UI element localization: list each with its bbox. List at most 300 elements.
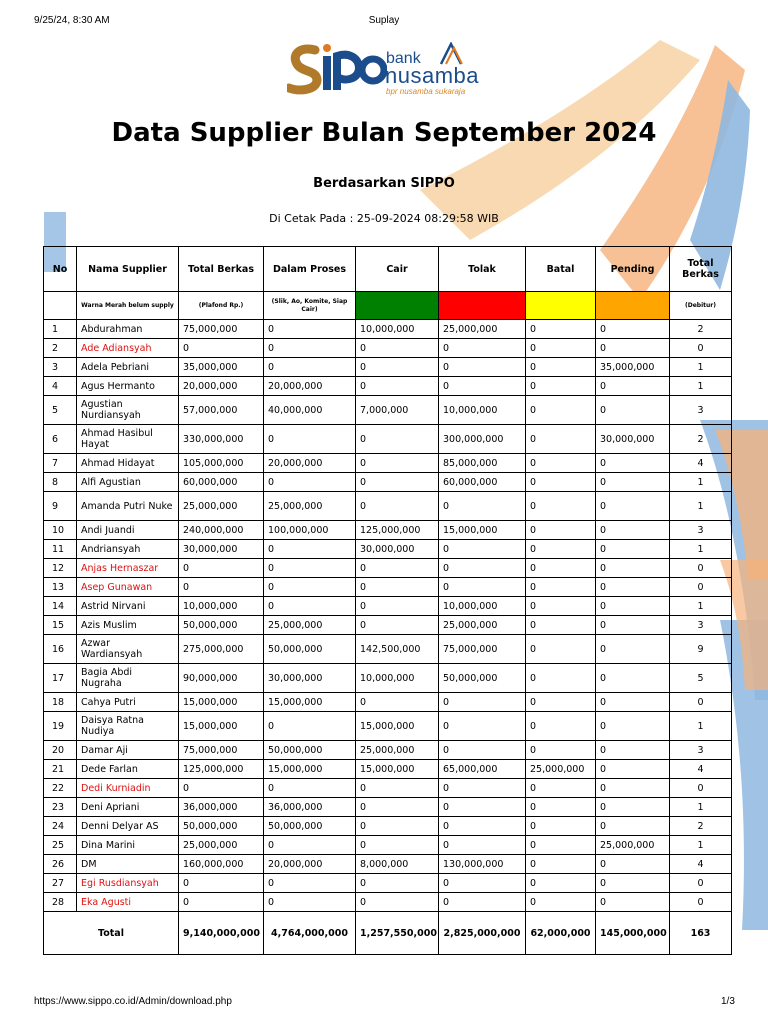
tolak-cell: 0 (439, 559, 526, 578)
total-berkas-cell: 0 (179, 559, 264, 578)
row-no-cell: 16 (44, 635, 77, 664)
logo-name-text: nusamba (385, 63, 480, 88)
table-row (44, 693, 732, 712)
batal-cell: 0 (526, 492, 596, 521)
dalam-proses-cell: 0 (264, 358, 356, 377)
count-sum: 163 (670, 912, 732, 955)
total-berkas-cell: 0 (179, 779, 264, 798)
supplier-rows (44, 320, 732, 912)
batal-cell: 0 (526, 874, 596, 893)
batal-cell: 0 (526, 798, 596, 817)
total-debitur-cell: 4 (670, 454, 732, 473)
batal-cell: 0 (526, 635, 596, 664)
cair-cell: 0 (356, 425, 439, 454)
total-berkas-cell: 35,000,000 (179, 358, 264, 377)
cair-cell: 7,000,000 (356, 396, 439, 425)
table-row (44, 616, 732, 635)
tolak-cell: 0 (439, 893, 526, 912)
cair-cell: 0 (356, 339, 439, 358)
row-no-cell: 4 (44, 377, 77, 396)
total-berkas-cell: 125,000,000 (179, 760, 264, 779)
tolak-cell: 65,000,000 (439, 760, 526, 779)
cair-cell: 0 (356, 377, 439, 396)
total-debitur-cell: 3 (670, 396, 732, 425)
supplier-name-cell: Amanda Putri Nuke (77, 492, 179, 521)
row-no-cell: 15 (44, 616, 77, 635)
pending-cell: 0 (596, 377, 670, 396)
row-no-cell: 6 (44, 425, 77, 454)
col-header-total: Total Berkas (179, 247, 264, 292)
cair-cell: 30,000,000 (356, 540, 439, 559)
row-no-cell: 9 (44, 492, 77, 521)
batal-cell: 0 (526, 358, 596, 377)
dalam-proses-cell: 0 (264, 320, 356, 339)
total-berkas-cell: 0 (179, 578, 264, 597)
total-debitur-cell: 2 (670, 320, 732, 339)
row-no-cell: 22 (44, 779, 77, 798)
table-row (44, 741, 732, 760)
cair-cell: 0 (356, 893, 439, 912)
supplier-name-cell: Dina Marini (77, 836, 179, 855)
pending-cell: 0 (596, 779, 670, 798)
row-no-cell: 24 (44, 817, 77, 836)
table-row (44, 320, 732, 339)
pending-sum: 145,000,000 (596, 912, 670, 955)
total-label: Total (44, 912, 179, 955)
dalam-proses-cell: 25,000,000 (264, 492, 356, 521)
table-row (44, 473, 732, 492)
supplier-name-cell: Denni Delyar AS (77, 817, 179, 836)
cair-cell: 0 (356, 358, 439, 377)
batal-cell: 0 (526, 817, 596, 836)
pending-cell: 0 (596, 578, 670, 597)
dalam-proses-cell: 50,000,000 (264, 817, 356, 836)
tolak-sum: 2,825,000,000 (439, 912, 526, 955)
row-no-cell: 7 (44, 454, 77, 473)
row-no-cell: 20 (44, 741, 77, 760)
table-row (44, 855, 732, 874)
pending-cell: 0 (596, 855, 670, 874)
cair-cell: 0 (356, 597, 439, 616)
tolak-cell: 0 (439, 358, 526, 377)
subheader-total: (Plafond Rp.) (179, 292, 264, 320)
total-debitur-cell: 0 (670, 779, 732, 798)
cair-cell: 10,000,000 (356, 320, 439, 339)
total-debitur-cell: 0 (670, 693, 732, 712)
pending-cell: 0 (596, 664, 670, 693)
total-debitur-cell: 1 (670, 597, 732, 616)
pending-cell: 0 (596, 597, 670, 616)
pending-cell: 0 (596, 874, 670, 893)
batal-color-swatch (526, 292, 596, 320)
tolak-cell: 0 (439, 817, 526, 836)
dalam-proses-cell: 20,000,000 (264, 377, 356, 396)
total-berkas-cell: 50,000,000 (179, 616, 264, 635)
tolak-cell: 0 (439, 798, 526, 817)
total-berkas-cell: 240,000,000 (179, 521, 264, 540)
total-berkas-cell: 275,000,000 (179, 635, 264, 664)
pending-cell: 0 (596, 339, 670, 358)
dalam-proses-cell: 0 (264, 578, 356, 597)
supplier-name-cell: Astrid Nirvani (77, 597, 179, 616)
dalam-proses-cell: 0 (264, 836, 356, 855)
dalam-proses-cell: 36,000,000 (264, 798, 356, 817)
tolak-cell: 0 (439, 874, 526, 893)
pending-cell: 0 (596, 635, 670, 664)
total-berkas-cell: 50,000,000 (179, 817, 264, 836)
total-debitur-cell: 0 (670, 559, 732, 578)
row-no-cell: 18 (44, 693, 77, 712)
row-no-cell: 14 (44, 597, 77, 616)
dalam-proses-cell: 0 (264, 712, 356, 741)
table-row (44, 798, 732, 817)
batal-cell: 0 (526, 664, 596, 693)
total-debitur-cell: 3 (670, 521, 732, 540)
tolak-cell: 0 (439, 779, 526, 798)
dalam-proses-cell: 0 (264, 559, 356, 578)
total-debitur-cell: 0 (670, 893, 732, 912)
print-datetime: 9/25/24, 8:30 AM (34, 15, 110, 26)
row-no-cell: 21 (44, 760, 77, 779)
tolak-cell: 15,000,000 (439, 521, 526, 540)
row-no-cell: 23 (44, 798, 77, 817)
total-debitur-cell: 1 (670, 473, 732, 492)
total-berkas-cell: 75,000,000 (179, 320, 264, 339)
tolak-cell: 0 (439, 578, 526, 597)
row-no-cell: 11 (44, 540, 77, 559)
pending-cell: 0 (596, 559, 670, 578)
table-row (44, 664, 732, 693)
total-berkas-cell: 20,000,000 (179, 377, 264, 396)
total-debitur-cell: 1 (670, 377, 732, 396)
pending-color-swatch (596, 292, 670, 320)
tolak-cell: 10,000,000 (439, 597, 526, 616)
pending-cell: 0 (596, 798, 670, 817)
subheader-process: (Slik, Ao, Komite, Siap Cair) (264, 292, 356, 320)
supplier-name-cell: Dedi Kurniadin (77, 779, 179, 798)
total-debitur-cell: 4 (670, 855, 732, 874)
batal-cell: 0 (526, 540, 596, 559)
table-row (44, 893, 732, 912)
pending-cell: 0 (596, 521, 670, 540)
tolak-cell: 130,000,000 (439, 855, 526, 874)
total-debitur-cell: 9 (670, 635, 732, 664)
supplier-table (43, 246, 732, 955)
total-berkas-cell: 15,000,000 (179, 693, 264, 712)
total-berkas-cell: 105,000,000 (179, 454, 264, 473)
dalam-proses-cell: 30,000,000 (264, 664, 356, 693)
total-berkas-cell: 330,000,000 (179, 425, 264, 454)
pending-cell: 0 (596, 454, 670, 473)
row-no-cell: 5 (44, 396, 77, 425)
total-berkas-cell: 0 (179, 893, 264, 912)
row-no-cell: 10 (44, 521, 77, 540)
dalam-proses-cell: 0 (264, 874, 356, 893)
row-no-cell: 17 (44, 664, 77, 693)
table-row (44, 339, 732, 358)
tolak-cell: 10,000,000 (439, 396, 526, 425)
total-debitur-cell: 1 (670, 492, 732, 521)
table-row (44, 540, 732, 559)
tolak-cell: 75,000,000 (439, 635, 526, 664)
tolak-cell: 0 (439, 712, 526, 741)
supplier-name-cell: Adela Pebriani (77, 358, 179, 377)
pending-cell: 30,000,000 (596, 425, 670, 454)
supplier-name-cell: Damar Aji (77, 741, 179, 760)
page-title: Data Supplier Bulan September 2024 (111, 118, 657, 148)
cair-cell: 0 (356, 693, 439, 712)
row-no-cell: 1 (44, 320, 77, 339)
table-row (44, 454, 732, 473)
total-berkas-cell: 160,000,000 (179, 855, 264, 874)
table-row (44, 817, 732, 836)
batal-cell: 0 (526, 578, 596, 597)
dalam-proses-cell: 20,000,000 (264, 855, 356, 874)
tolak-cell: 85,000,000 (439, 454, 526, 473)
subheader-count: (Debitur) (670, 292, 732, 320)
tolak-cell: 0 (439, 741, 526, 760)
batal-cell: 0 (526, 377, 596, 396)
total-debitur-cell: 1 (670, 712, 732, 741)
total-debitur-cell: 1 (670, 358, 732, 377)
process-sum: 4,764,000,000 (264, 912, 356, 955)
total-debitur-cell: 1 (670, 836, 732, 855)
dalam-proses-cell: 20,000,000 (264, 454, 356, 473)
table-row (44, 712, 732, 741)
total-debitur-cell: 1 (670, 798, 732, 817)
batal-cell: 0 (526, 559, 596, 578)
table-row (44, 578, 732, 597)
dalam-proses-cell: 50,000,000 (264, 635, 356, 664)
col-header-pending: Pending (596, 247, 670, 292)
dalam-proses-cell: 0 (264, 473, 356, 492)
col-header-tolak: Tolak (439, 247, 526, 292)
total-berkas-cell: 15,000,000 (179, 712, 264, 741)
total-sum: 9,140,000,000 (179, 912, 264, 955)
logo-tagline: bpr nusamba sukaraja (386, 87, 466, 96)
table-row (44, 874, 732, 893)
batal-cell: 0 (526, 454, 596, 473)
table-row (44, 635, 732, 664)
dalam-proses-cell: 0 (264, 540, 356, 559)
batal-cell: 0 (526, 339, 596, 358)
batal-cell: 0 (526, 779, 596, 798)
total-berkas-cell: 25,000,000 (179, 836, 264, 855)
row-no-cell: 8 (44, 473, 77, 492)
batal-cell: 0 (526, 616, 596, 635)
supplier-name-cell: Azwar Wardiansyah (77, 635, 179, 664)
supplier-name-cell: Agustian Nurdiansyah (77, 396, 179, 425)
col-header-count: Total Berkas (670, 247, 732, 292)
total-berkas-cell: 75,000,000 (179, 741, 264, 760)
cair-color-swatch (356, 292, 439, 320)
pending-cell: 0 (596, 712, 670, 741)
pending-cell: 0 (596, 492, 670, 521)
supplier-name-cell: DM (77, 855, 179, 874)
tolak-cell: 0 (439, 492, 526, 521)
col-header-no: No (44, 247, 77, 292)
batal-cell: 0 (526, 836, 596, 855)
subheader-no (44, 292, 77, 320)
table-row (44, 425, 732, 454)
pending-cell: 0 (596, 540, 670, 559)
total-berkas-cell: 0 (179, 339, 264, 358)
page-url: https://www.sippo.co.id/Admin/download.php (34, 996, 232, 1007)
cair-cell: 0 (356, 454, 439, 473)
batal-cell: 0 (526, 396, 596, 425)
pending-cell: 0 (596, 616, 670, 635)
dalam-proses-cell: 50,000,000 (264, 741, 356, 760)
supplier-name-cell: Ahmad Hasibul Hayat (77, 425, 179, 454)
batal-cell: 0 (526, 320, 596, 339)
tolak-cell: 0 (439, 836, 526, 855)
total-debitur-cell: 1 (670, 540, 732, 559)
cair-cell: 142,500,000 (356, 635, 439, 664)
total-debitur-cell: 3 (670, 741, 732, 760)
total-berkas-cell: 60,000,000 (179, 473, 264, 492)
cair-cell: 0 (356, 616, 439, 635)
row-no-cell: 28 (44, 893, 77, 912)
total-berkas-cell: 90,000,000 (179, 664, 264, 693)
supplier-name-cell: Bagia Abdi Nugraha (77, 664, 179, 693)
cair-cell: 0 (356, 779, 439, 798)
pending-cell: 0 (596, 396, 670, 425)
logo-bank-text: bank (386, 50, 421, 67)
cair-cell: 0 (356, 836, 439, 855)
cair-cell: 0 (356, 874, 439, 893)
row-no-cell: 26 (44, 855, 77, 874)
cair-cell: 0 (356, 578, 439, 597)
dalam-proses-cell: 100,000,000 (264, 521, 356, 540)
supplier-name-cell: Ahmad Hidayat (77, 454, 179, 473)
supplier-name-cell: Daisya Ratna Nudiya (77, 712, 179, 741)
pending-cell: 0 (596, 693, 670, 712)
batal-cell: 0 (526, 597, 596, 616)
batal-cell: 0 (526, 893, 596, 912)
total-debitur-cell: 3 (670, 616, 732, 635)
cair-cell: 10,000,000 (356, 664, 439, 693)
batal-cell: 0 (526, 521, 596, 540)
total-berkas-cell: 57,000,000 (179, 396, 264, 425)
batal-cell: 0 (526, 425, 596, 454)
total-berkas-cell: 25,000,000 (179, 492, 264, 521)
table-row (44, 521, 732, 540)
cair-cell: 0 (356, 559, 439, 578)
tolak-color-swatch (439, 292, 526, 320)
tolak-cell: 50,000,000 (439, 664, 526, 693)
cair-cell: 15,000,000 (356, 760, 439, 779)
row-no-cell: 25 (44, 836, 77, 855)
batal-cell: 0 (526, 693, 596, 712)
dalam-proses-cell: 15,000,000 (264, 693, 356, 712)
page-subtitle: Berdasarkan SIPPO (313, 176, 455, 191)
pending-cell: 25,000,000 (596, 836, 670, 855)
dalam-proses-cell: 0 (264, 339, 356, 358)
total-debitur-cell: 0 (670, 874, 732, 893)
cair-cell: 8,000,000 (356, 855, 439, 874)
table-row (44, 760, 732, 779)
supplier-name-cell: Ade Adiansyah (77, 339, 179, 358)
tolak-cell: 0 (439, 693, 526, 712)
table-row (44, 836, 732, 855)
dalam-proses-cell: 0 (264, 779, 356, 798)
pending-cell: 0 (596, 893, 670, 912)
printed-timestamp: Di Cetak Pada : 25-09-2024 08:29:58 WIB (269, 212, 499, 225)
total-berkas-cell: 10,000,000 (179, 597, 264, 616)
row-no-cell: 13 (44, 578, 77, 597)
table-row (44, 559, 732, 578)
supplier-name-cell: Asep Gunawan (77, 578, 179, 597)
total-debitur-cell: 2 (670, 817, 732, 836)
total-debitur-cell: 0 (670, 339, 732, 358)
cair-cell: 0 (356, 473, 439, 492)
cair-cell: 0 (356, 798, 439, 817)
supplier-name-cell: Deni Apriani (77, 798, 179, 817)
total-debitur-cell: 2 (670, 425, 732, 454)
tolak-cell: 0 (439, 339, 526, 358)
pending-cell: 0 (596, 760, 670, 779)
dalam-proses-cell: 0 (264, 597, 356, 616)
tolak-cell: 25,000,000 (439, 320, 526, 339)
total-berkas-cell: 30,000,000 (179, 540, 264, 559)
dalam-proses-cell: 15,000,000 (264, 760, 356, 779)
supplier-name-cell: Cahya Putri (77, 693, 179, 712)
bank-logo (287, 40, 507, 102)
supplier-name-cell: Anjas Hernaszar (77, 559, 179, 578)
tolak-cell: 0 (439, 540, 526, 559)
dalam-proses-cell: 40,000,000 (264, 396, 356, 425)
cair-cell: 0 (356, 817, 439, 836)
pending-cell: 0 (596, 473, 670, 492)
subheader-name: Warna Merah belum supply (77, 292, 179, 320)
cair-cell: 25,000,000 (356, 741, 439, 760)
supplier-name-cell: Andi Juandi (77, 521, 179, 540)
pending-cell: 0 (596, 320, 670, 339)
table-row (44, 779, 732, 798)
total-berkas-cell: 0 (179, 874, 264, 893)
supplier-name-cell: Agus Hermanto (77, 377, 179, 396)
table-row (44, 358, 732, 377)
col-header-cair: Cair (356, 247, 439, 292)
total-debitur-cell: 0 (670, 578, 732, 597)
tolak-cell: 60,000,000 (439, 473, 526, 492)
batal-sum: 62,000,000 (526, 912, 596, 955)
tolak-cell: 300,000,000 (439, 425, 526, 454)
total-berkas-cell: 36,000,000 (179, 798, 264, 817)
row-no-cell: 3 (44, 358, 77, 377)
row-no-cell: 2 (44, 339, 77, 358)
table-row (44, 377, 732, 396)
cair-cell: 0 (356, 492, 439, 521)
row-no-cell: 12 (44, 559, 77, 578)
batal-cell: 0 (526, 473, 596, 492)
dalam-proses-cell: 0 (264, 893, 356, 912)
tolak-cell: 0 (439, 377, 526, 396)
cair-cell: 125,000,000 (356, 521, 439, 540)
page-number: 1/3 (721, 996, 735, 1007)
row-no-cell: 27 (44, 874, 77, 893)
supplier-name-cell: Azis Muslim (77, 616, 179, 635)
batal-cell: 25,000,000 (526, 760, 596, 779)
row-no-cell: 19 (44, 712, 77, 741)
supplier-name-cell: Andriansyah (77, 540, 179, 559)
dalam-proses-cell: 0 (264, 425, 356, 454)
col-header-name: Nama Supplier (77, 247, 179, 292)
supplier-name-cell: Abdurahman (77, 320, 179, 339)
batal-cell: 0 (526, 712, 596, 741)
cair-cell: 15,000,000 (356, 712, 439, 741)
dalam-proses-cell: 25,000,000 (264, 616, 356, 635)
